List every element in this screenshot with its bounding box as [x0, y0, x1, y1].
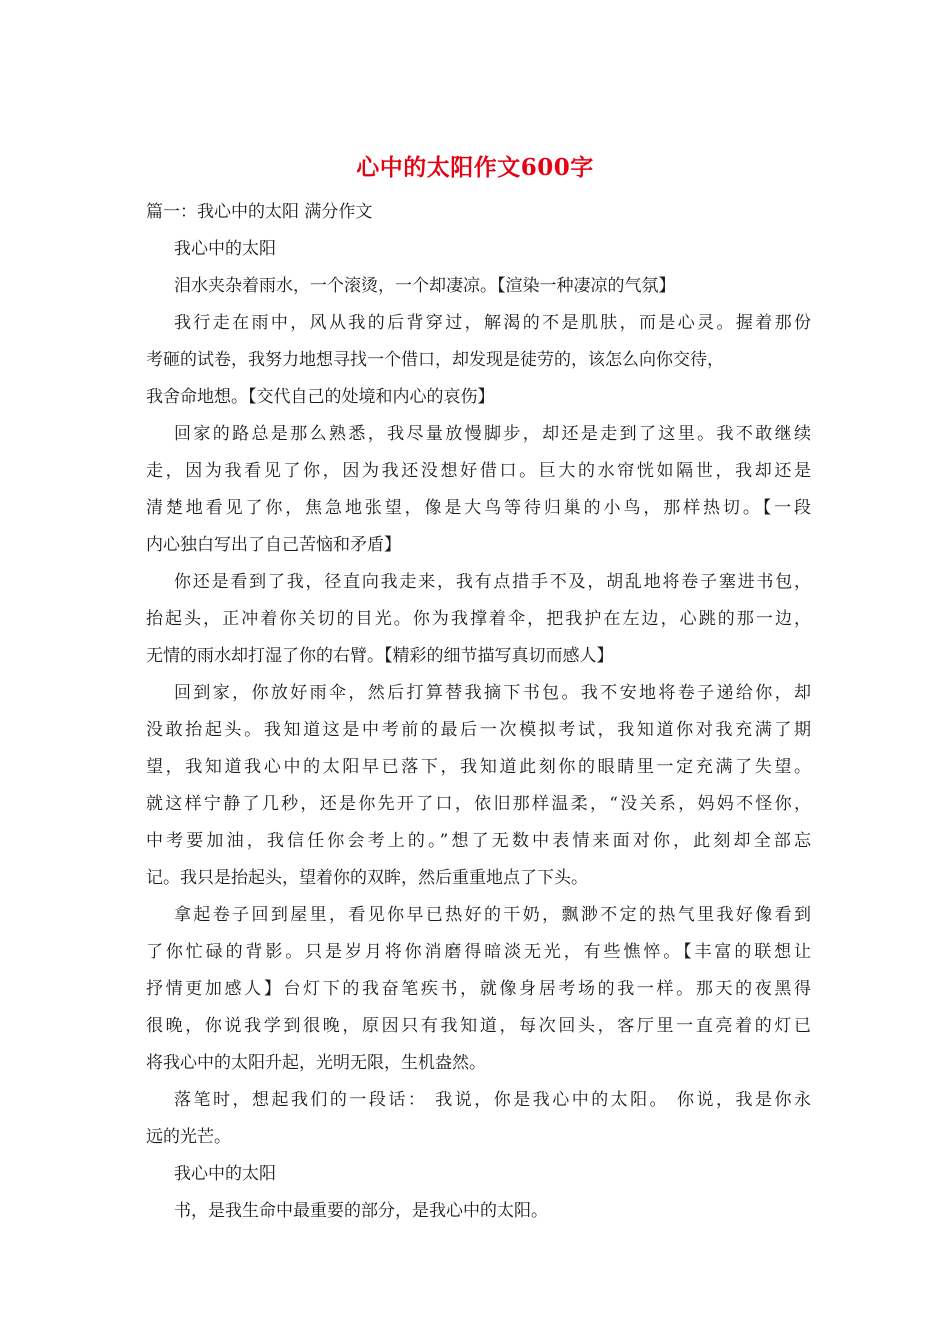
- text-line: 记。我只是抬起头，望着你的双眸，然后重重地点了下头。: [146, 868, 588, 888]
- text-line: 篇一：我心中的太阳 满分作文: [146, 202, 373, 222]
- document-body: [146, 194, 811, 1230]
- text-line: 我行走在雨中，风从我的后背穿过，解渴的不是肌肤，而是心灵。握着那份: [174, 313, 811, 333]
- text-line: 望，我知道我心中的太阳早已落下，我知道此刻你的眼睛里一定充满了失望。: [146, 757, 811, 777]
- document-title: 心中的太阳作文600字: [356, 154, 594, 181]
- text-line: 无情的雨水却打湿了你的右臂。【精彩的细节描写真切而感人】: [146, 646, 614, 666]
- text-line: 我舍命地想。【交代自己的处境和内心的哀伤】: [146, 387, 495, 407]
- text-line: 抬起头，正冲着你关切的目光。你为我撑着伞，把我护在左边，心跳的那一边，: [146, 609, 811, 629]
- text-line: 回家的路总是那么熟悉，我尽量放慢脚步，却还是走到了这里。我不敢继续: [174, 424, 811, 444]
- text-line: 很晚，你说我学到很晚，原因只有我知道，每次回头，客厅里一直亮着的灯已: [146, 1016, 811, 1036]
- text-line: 内心独白写出了自己苦恼和矛盾】: [146, 535, 401, 555]
- text-line: 就这样宁静了几秒，还是你先开了口，依旧那样温柔，“没关系，妈妈不怪你，: [146, 794, 811, 814]
- text-line: 了你忙碌的背影。只是岁月将你消磨得暗淡无光，有些憔悴。【丰富的联想让: [146, 942, 811, 962]
- text-line: 你还是看到了我，径直向我走来，我有点措手不及，胡乱地将卷子塞进书包，: [174, 572, 811, 592]
- text-line: 走，因为我看见了你，因为我还没想好借口。巨大的水帘恍如隔世，我却还是: [146, 461, 811, 481]
- text-line: 回到家，你放好雨伞，然后打算替我摘下书包。我不安地将卷子递给你，却: [174, 683, 811, 703]
- text-line: 没敢抬起头。我知道这是中考前的最后一次模拟考试，我知道你对我充满了期: [146, 720, 811, 740]
- text-line: 我心中的太阳: [174, 1164, 276, 1184]
- text-line: 远的光芒。: [146, 1127, 231, 1147]
- text-line: 中考要加油，我信任你会考上的。”想了无数中表情来面对你，此刻却全部忘: [146, 831, 811, 851]
- text-line: 落笔时，想起我们的一段话： 我说，你是我心中的太阳。 你说，我是你永: [174, 1090, 811, 1110]
- text-line: 清楚地看见了你，焦急地张望，像是大鸟等待归巢的小鸟，那样热切。【一段: [146, 498, 811, 518]
- text-line: 拿起卷子回到屋里，看见你早已热好的干奶，飘渺不定的热气里我好像看到: [174, 905, 811, 925]
- text-line: 泪水夹杂着雨水，一个滚烫，一个却凄凉。【渲染一种凄凉的气氛】: [174, 276, 676, 296]
- text-line: 考砸的试卷，我努力地想寻找一个借口，却发现是徒劳的，该怎么向你交待，: [146, 350, 724, 370]
- text-line: 我心中的太阳: [174, 239, 276, 259]
- text-line: 书，是我生命中最重要的部分，是我心中的太阳。: [174, 1201, 548, 1221]
- text-line: 抒情更加感人】台灯下的我奋笔疾书，就像身居考场的我一样。那天的夜黑得: [146, 979, 811, 999]
- text-line: 将我心中的太阳升起，光明无限，生机盎然。: [146, 1053, 486, 1073]
